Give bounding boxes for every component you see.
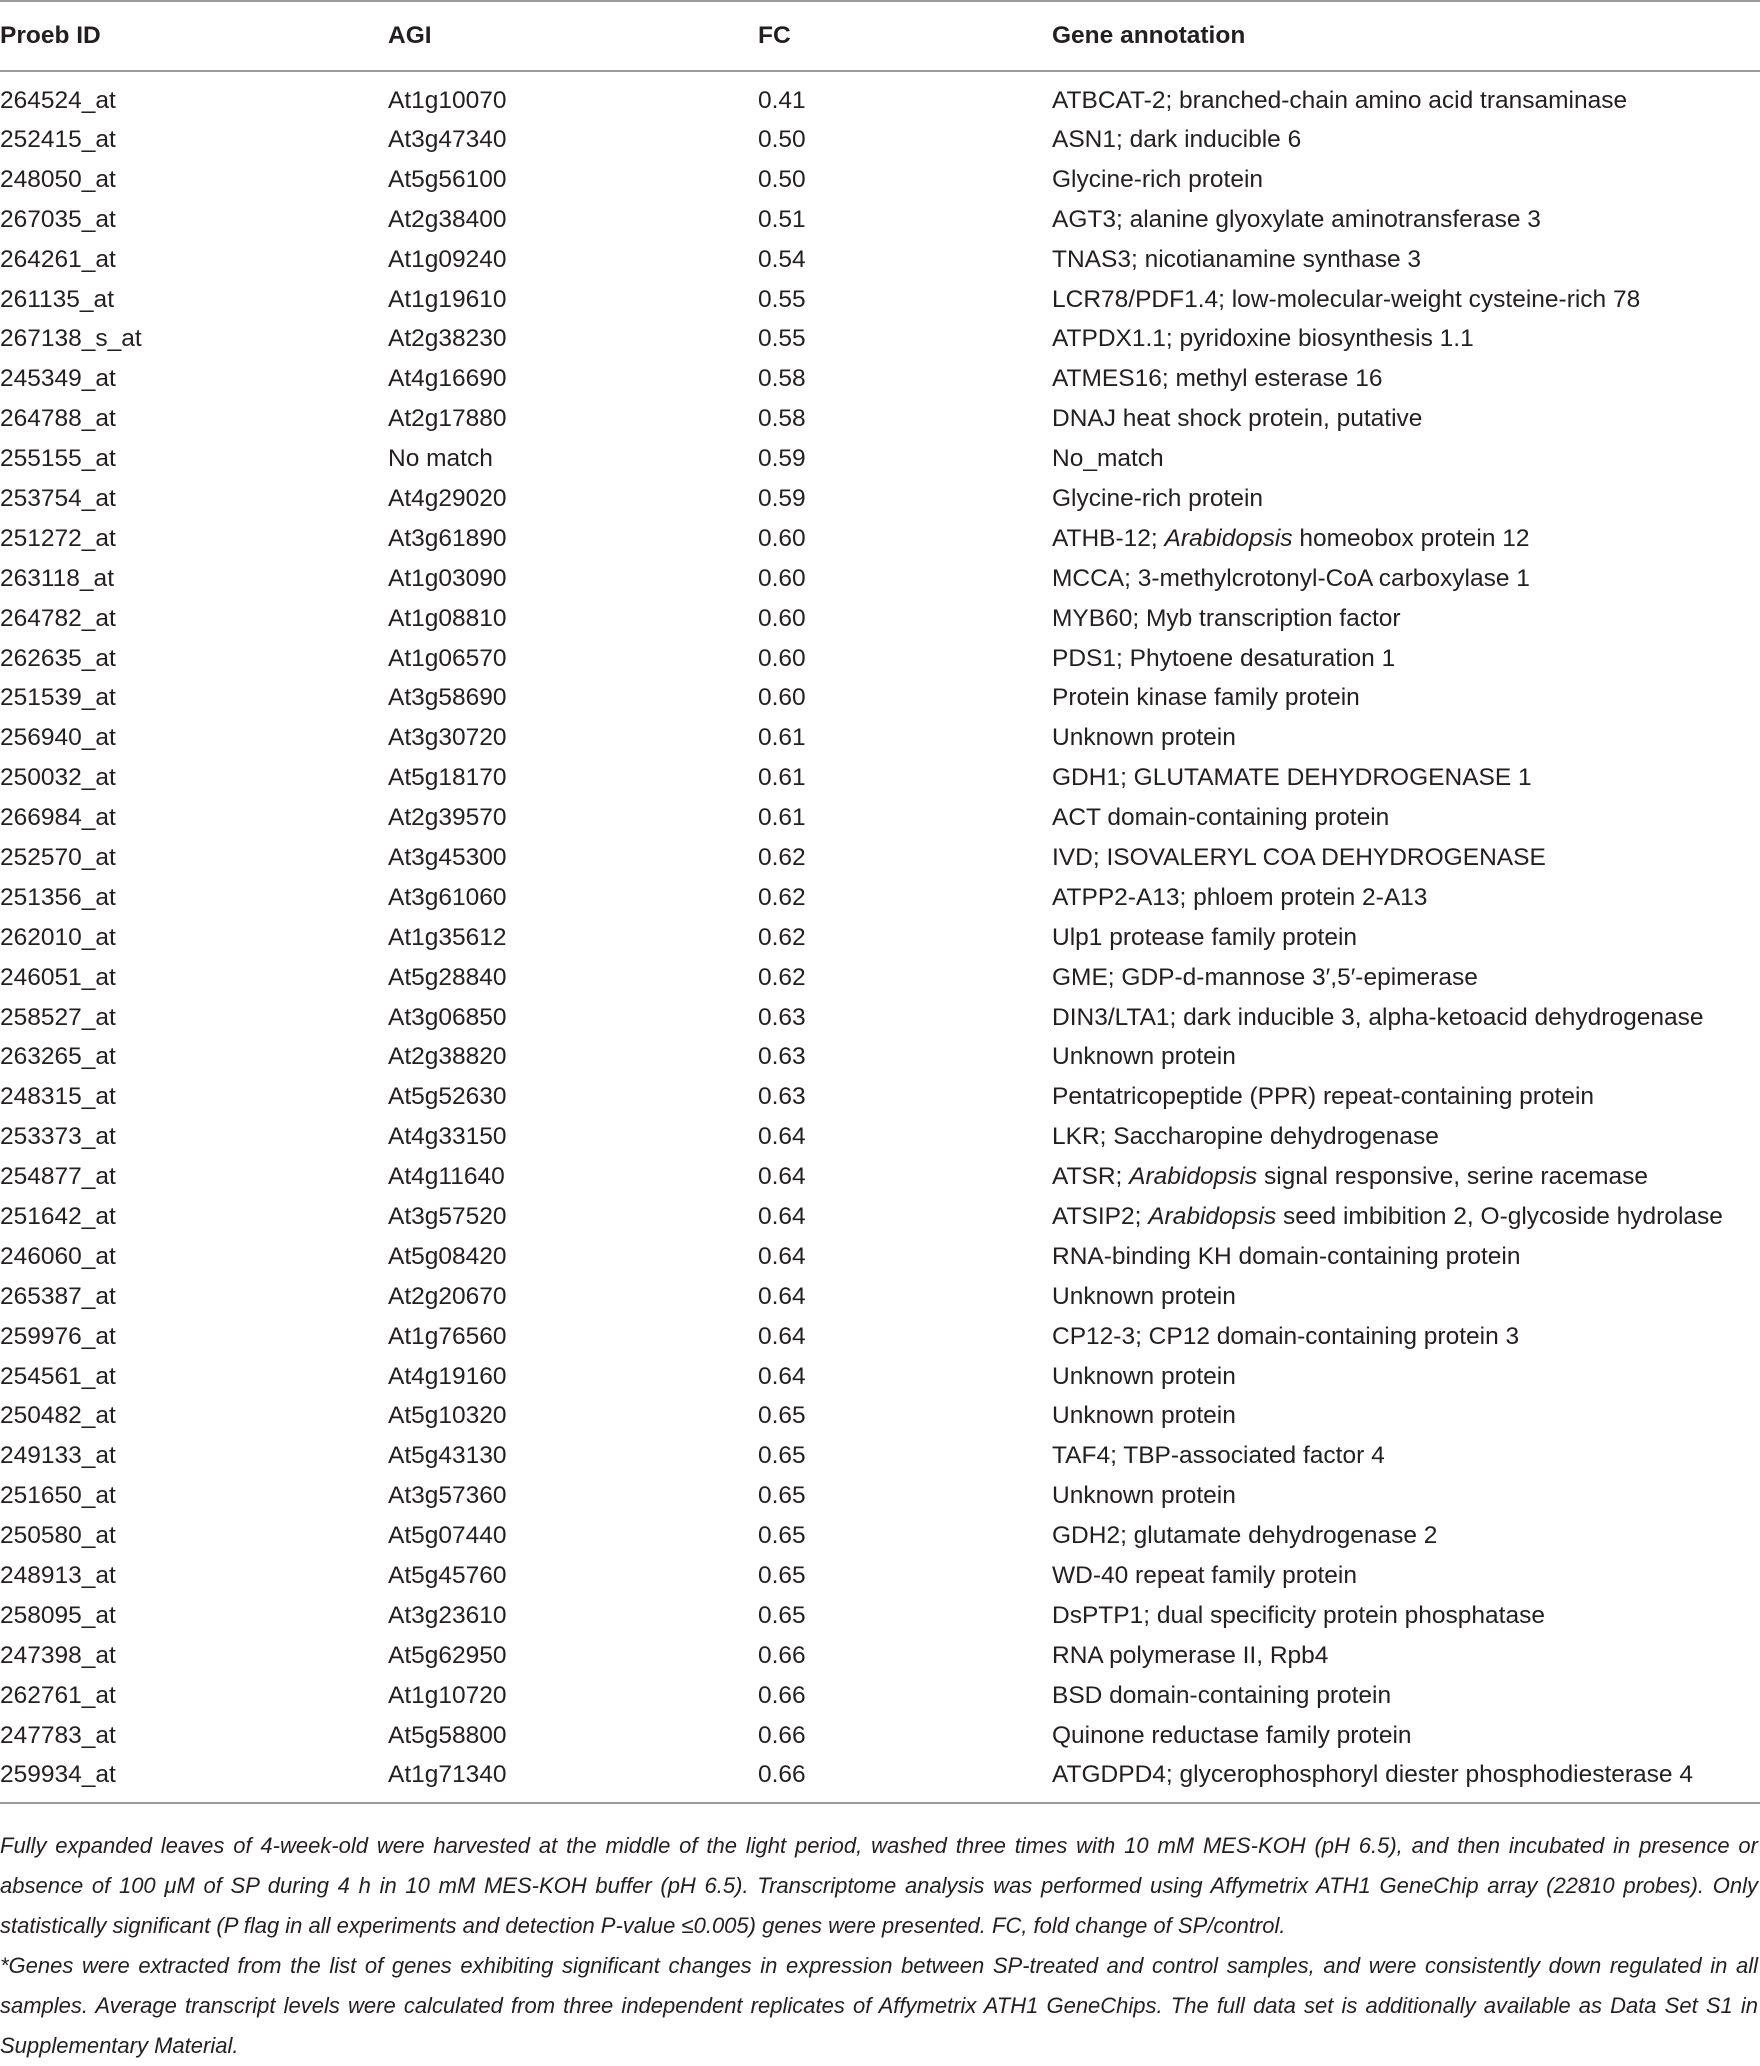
table-row [0,838,1760,878]
annotation-cell: Pentatricopeptide (PPR) repeat-containing protein [1052,1083,1595,1111]
annotation-cell: GDH2; glutamate dehydrogenase 2 [1052,1522,1438,1550]
probe-id-cell: 259976_at [0,1322,116,1350]
table-row [0,439,1760,479]
agi-cell: At2g39570 [388,804,507,832]
table-footnotes [0,1826,1758,2066]
agi-cell: At5g43130 [388,1442,507,1470]
table-row [0,1397,1760,1437]
annotation-cell: Ulp1 protease family protein [1052,923,1358,951]
fc-cell: 0.66 [758,1756,1052,1803]
fc-cell: 0.64 [758,1123,806,1151]
probe-id-cell: 246051_at [0,963,116,991]
agi-cell: At4g19160 [388,1362,507,1390]
annotation-cell: RNA polymerase II, Rpb4 [1052,1641,1329,1669]
fc-cell: 0.61 [758,804,806,832]
fc-cell: 0.62 [758,923,806,951]
agi-cell: At2g20670 [388,1282,507,1310]
fc-cell: 0.59 [758,484,806,512]
table-row [0,280,1760,320]
table-body [0,71,1760,1803]
table-row [0,998,1760,1038]
table-row [0,1237,1760,1277]
header-row [0,1,1760,71]
fc-cell: 0.65 [758,1442,806,1470]
table-row [0,798,1760,838]
fc-cell: 0.64 [758,1362,806,1390]
table-row [0,479,1760,519]
table-row [0,359,1760,399]
agi-cell: At1g08810 [388,604,507,632]
annotation-cell: AGT3; alanine glyoxylate aminotransferase 3 [1052,205,1541,233]
fc-cell: 0.66 [758,1681,806,1709]
agi-cell: At1g10070 [388,87,507,114]
annotation-cell: TNAS3; nicotianamine synthase 3 [1052,245,1422,273]
agi-cell: At1g76560 [388,1322,507,1350]
probe-id-cell: 262635_at [0,644,116,672]
annotation-cell: MYB60; Myb transcription factor [1052,604,1401,632]
agi-cell: At1g06570 [388,644,507,672]
fc-cell: 0.54 [758,245,806,273]
annotation-cell: GME; GDP-d-mannose 3′,5′-epimerase [1052,963,1478,991]
fc-cell: 0.60 [758,524,806,552]
agi-cell: At1g03090 [388,564,507,592]
fc-cell: 0.62 [758,963,806,991]
agi-cell: At4g33150 [388,1123,507,1151]
probe-id-cell: 245349_at [0,365,116,393]
probe-id-cell: 262761_at [0,1681,116,1709]
annotation-cell: Quinone reductase family protein [1052,1721,1412,1749]
probe-id-cell: 261135_at [0,285,114,313]
table-row [0,1277,1760,1317]
annotation-cell: ATSR; Arabidopsis signal responsive, serine racemase [1052,1163,1648,1191]
table-row [0,71,1760,120]
probe-id-cell: 248315_at [0,1083,116,1111]
table-row [0,758,1760,798]
probe-id-cell: 247783_at [0,1721,116,1749]
fc-cell: 0.64 [758,1163,806,1191]
fc-cell: 0.63 [758,1083,806,1111]
annotation-cell: RNA-binding KH domain-containing protein [1052,1242,1521,1270]
probe-id-cell: 265387_at [0,1282,116,1310]
fc-cell: 0.65 [758,1402,806,1430]
annotation-cell: WD-40 repeat family protein [1052,1562,1358,1589]
fc-cell: 0.62 [758,883,806,911]
header-fc: FC [758,1,1052,71]
probe-id-cell: 248050_at [0,165,116,193]
table-header [0,1,1760,71]
annotation-cell: ACT domain-containing protein [1052,804,1390,832]
probe-id-cell: 264261_at [0,245,116,273]
agi-cell: At5g07440 [388,1522,507,1550]
annotation-cell: Unknown protein [1052,1362,1236,1390]
agi-cell: At3g06850 [388,1003,507,1031]
table-row [0,559,1760,599]
probe-id-cell: 250032_at [0,764,116,792]
probe-id-cell: 253373_at [0,1123,116,1151]
annotation-cell: Protein kinase family protein [1052,684,1360,712]
agi-cell: At3g57520 [388,1202,507,1230]
probe-id-cell: 252570_at [0,843,116,871]
agi-cell: At3g57360 [388,1482,507,1510]
annotation-cell: ATSIP2; Arabidopsis seed imbibition 2, O-glycoside hydrolase [1052,1202,1723,1230]
agi-cell: At1g09240 [388,245,507,273]
fc-cell: 0.64 [758,1282,806,1310]
probe-id-cell: 249133_at [0,1442,116,1470]
header-agi: AGI [388,1,758,71]
agi-cell: At5g52630 [388,1083,507,1111]
fc-cell: 0.64 [758,1242,806,1270]
annotation-cell: LCR78/PDF1.4; low-molecular-weight cysteine-rich 78 [1052,285,1641,313]
fc-cell: 0.61 [758,764,806,792]
fc-cell: 0.51 [758,205,806,233]
probe-id-cell: 248913_at [0,1562,116,1589]
annotation-cell: DsPTP1; dual specificity protein phosphatase [1052,1601,1545,1629]
fc-cell: 0.66 [758,1641,806,1669]
agi-cell: At3g58690 [388,684,507,712]
table-row [0,878,1760,918]
fc-cell: 0.60 [758,644,806,672]
probe-id-cell: 251272_at [0,524,116,552]
annotation-cell: Glycine-rich protein [1052,165,1264,193]
table-row [0,718,1760,758]
fc-cell: 0.58 [758,365,806,393]
probe-id-cell: 247398_at [0,1641,116,1669]
fc-cell: 0.63 [758,1003,806,1031]
fc-cell: 0.64 [758,1202,806,1230]
probe-id-cell: 263118_at [0,564,114,592]
agi-cell: At2g38820 [388,1043,507,1071]
fc-cell: 0.65 [758,1601,806,1629]
table-row [0,1556,1760,1596]
probe-id-cell: 252415_at [0,125,116,153]
probe-id-cell: 254877_at [0,1163,116,1191]
probe-id-cell: 267035_at [0,205,116,233]
table-row [0,240,1760,280]
table-row [0,1756,1760,1803]
fc-cell: 0.41 [758,87,806,114]
agi-cell: At2g38230 [388,325,507,353]
agi-cell: At5g45760 [388,1562,507,1589]
fc-cell: 0.62 [758,843,806,871]
agi-cell: At2g17880 [388,405,507,433]
table-row [0,1197,1760,1237]
table-row [0,1636,1760,1676]
agi-cell: At5g58800 [388,1721,507,1749]
probe-id-cell: 262010_at [0,923,116,951]
agi-cell: At5g56100 [388,165,507,193]
fc-cell: 0.55 [758,325,806,353]
table-row [0,1676,1760,1716]
annotation-cell: IVD; ISOVALERYL COA DEHYDROGENASE [1052,843,1546,871]
annotation-cell: PDS1; Phytoene desaturation 1 [1052,644,1396,672]
annotation-cell: DNAJ heat shock protein, putative [1052,405,1423,433]
agi-cell: At3g30720 [388,724,507,752]
fc-cell: 0.61 [758,724,806,752]
probe-id-cell: 251642_at [0,1202,116,1230]
fc-cell: 0.50 [758,125,806,153]
table-row [0,1157,1760,1197]
table-row [0,1357,1760,1397]
table-row [0,1037,1760,1077]
agi-cell: At1g19610 [388,285,507,313]
footnote-extraction: *Genes were extracted from the list of genes exhibiting significant changes in expression between SP-treated and control samples, and were consistently down regulated in all samples. Average transcript levels were calculated from three independent replicates of Affymetrix ATH1 GeneChips. The full data set is additionally available as Data Set S1 in Supplementary Material. [0,1953,1758,2058]
agi-cell: At5g08420 [388,1242,507,1270]
table-row [0,639,1760,679]
table-row [0,120,1760,160]
probe-id-cell: 253754_at [0,484,116,512]
header-probe-id: Proeb ID [0,1,388,71]
annotation-cell: ATBCAT-2; branched-chain amino acid transaminase [1052,87,1628,114]
annotation-cell: Unknown protein [1052,1043,1236,1071]
agi-cell: At5g10320 [388,1402,507,1430]
annotation-cell: Unknown protein [1052,1282,1236,1310]
table-row [0,1317,1760,1357]
table-row [0,1716,1760,1756]
table-row [0,160,1760,200]
table-row [0,319,1760,359]
annotation-cell: MCCA; 3-methylcrotonyl-CoA carboxylase 1 [1052,564,1530,592]
annotation-cell: DIN3/LTA1; dark inducible 3, alpha-ketoacid dehydrogenase [1052,1003,1704,1031]
probe-id-cell: 251650_at [0,1482,116,1510]
annotation-cell: Unknown protein [1052,1402,1236,1430]
probe-id-cell: 256940_at [0,724,116,752]
probe-id-cell: 266984_at [0,804,116,832]
probe-id-cell: 255155_at [0,445,116,473]
annotation-cell: Glycine-rich protein [1052,484,1264,512]
agi-cell: No match [388,445,493,473]
header-gene-annotation: Gene annotation [1052,1,1760,71]
probe-id-cell: 258527_at [0,1003,116,1031]
table-row [0,519,1760,559]
annotation-cell: CP12-3; CP12 domain-containing protein 3 [1052,1322,1520,1350]
annotation-cell: LKR; Saccharopine dehydrogenase [1052,1123,1439,1151]
agi-cell: At5g62950 [388,1641,507,1669]
fc-cell: 0.63 [758,1043,806,1071]
agi-cell: At5g18170 [388,764,507,792]
annotation-cell: TAF4; TBP-associated factor 4 [1052,1442,1385,1470]
fc-cell: 0.50 [758,165,806,193]
probe-id-cell: 250580_at [0,1522,116,1550]
annotation-cell: ATPP2-A13; phloem protein 2-A13 [1052,883,1428,911]
annotation-cell: Unknown protein [1052,1482,1236,1510]
fc-cell: 0.55 [758,285,806,313]
agi-cell: At1g35612 [388,923,507,951]
agi-cell: At4g29020 [388,484,507,512]
probe-id-cell: 250482_at [0,1402,116,1430]
footnote-methods: Fully expanded leaves of 4-week-old were harvested at the middle of the light period, washed three times with 10 mM MES-KOH (pH 6.5), and then incubated in presence or absence of 100 μM of SP during 4 h in 10 mM MES-KOH buffer (pH 6.5). Transcriptome analysis was performed using Affymetrix ATH1 GeneChip array (22810 probes). Only statistically significant (P flag in all experiments and detection P-value ≤0.005) genes were presented. FC, fold change of SP/control. [0,1833,1758,1938]
annotation-cell: ATHB-12; Arabidopsis homeobox protein 12 [1052,524,1530,552]
table-row [0,1476,1760,1516]
annotation-cell: GDH1; GLUTAMATE DEHYDROGENASE 1 [1052,764,1532,792]
probe-id-cell: 264788_at [0,405,116,433]
table-row [0,1117,1760,1157]
probe-id-cell: 251356_at [0,883,116,911]
fc-cell: 0.65 [758,1562,806,1589]
table-row [0,1436,1760,1476]
agi-cell: At3g61060 [388,883,507,911]
table-row [0,958,1760,998]
table-row [0,678,1760,718]
probe-id-cell: 264524_at [0,87,116,114]
annotation-cell: Unknown protein [1052,724,1236,752]
probe-id-cell: 264782_at [0,604,116,632]
probe-id-cell: 251539_at [0,684,116,712]
fc-cell: 0.60 [758,564,806,592]
fc-cell: 0.66 [758,1721,806,1749]
agi-cell: At5g28840 [388,963,507,991]
agi-cell: At3g47340 [388,125,507,153]
annotation-cell: ATPDX1.1; pyridoxine biosynthesis 1.1 [1052,325,1474,353]
fc-cell: 0.64 [758,1322,806,1350]
probe-id-cell: 258095_at [0,1601,116,1629]
agi-cell: At3g61890 [388,524,507,552]
annotation-cell: No_match [1052,445,1164,473]
agi-cell: At4g11640 [388,1163,505,1191]
agi-cell: At4g16690 [388,365,507,393]
table-row [0,1596,1760,1636]
probe-id-cell: 267138_s_at [0,325,142,353]
fc-cell: 0.59 [758,445,806,473]
annotation-cell: ATMES16; methyl esterase 16 [1052,365,1383,393]
probe-id-cell: 254561_at [0,1362,116,1390]
table-row [0,918,1760,958]
agi-cell: At3g45300 [388,843,507,871]
table-row [0,200,1760,240]
table-row [0,1077,1760,1117]
fc-cell: 0.65 [758,1522,806,1550]
fc-cell: 0.65 [758,1482,806,1510]
table-row [0,599,1760,639]
annotation-cell: BSD domain-containing protein [1052,1681,1392,1709]
annotation-cell: ASN1; dark inducible 6 [1052,125,1302,153]
agi-cell: At1g71340 [388,1756,758,1803]
fc-cell: 0.58 [758,405,806,433]
table-row [0,1516,1760,1556]
probe-id-cell: 263265_at [0,1043,116,1071]
fc-cell: 0.60 [758,684,806,712]
probe-id-cell: 259934_at [0,1756,388,1803]
agi-cell: At3g23610 [388,1601,507,1629]
agi-cell: At1g10720 [388,1681,507,1709]
annotation-cell: ATGDPD4; glycerophosphoryl diester phosphodiesterase 4 [1052,1756,1760,1803]
fc-cell: 0.60 [758,604,806,632]
agi-cell: At2g38400 [388,205,507,233]
probe-id-cell: 246060_at [0,1242,116,1270]
table-row [0,399,1760,439]
